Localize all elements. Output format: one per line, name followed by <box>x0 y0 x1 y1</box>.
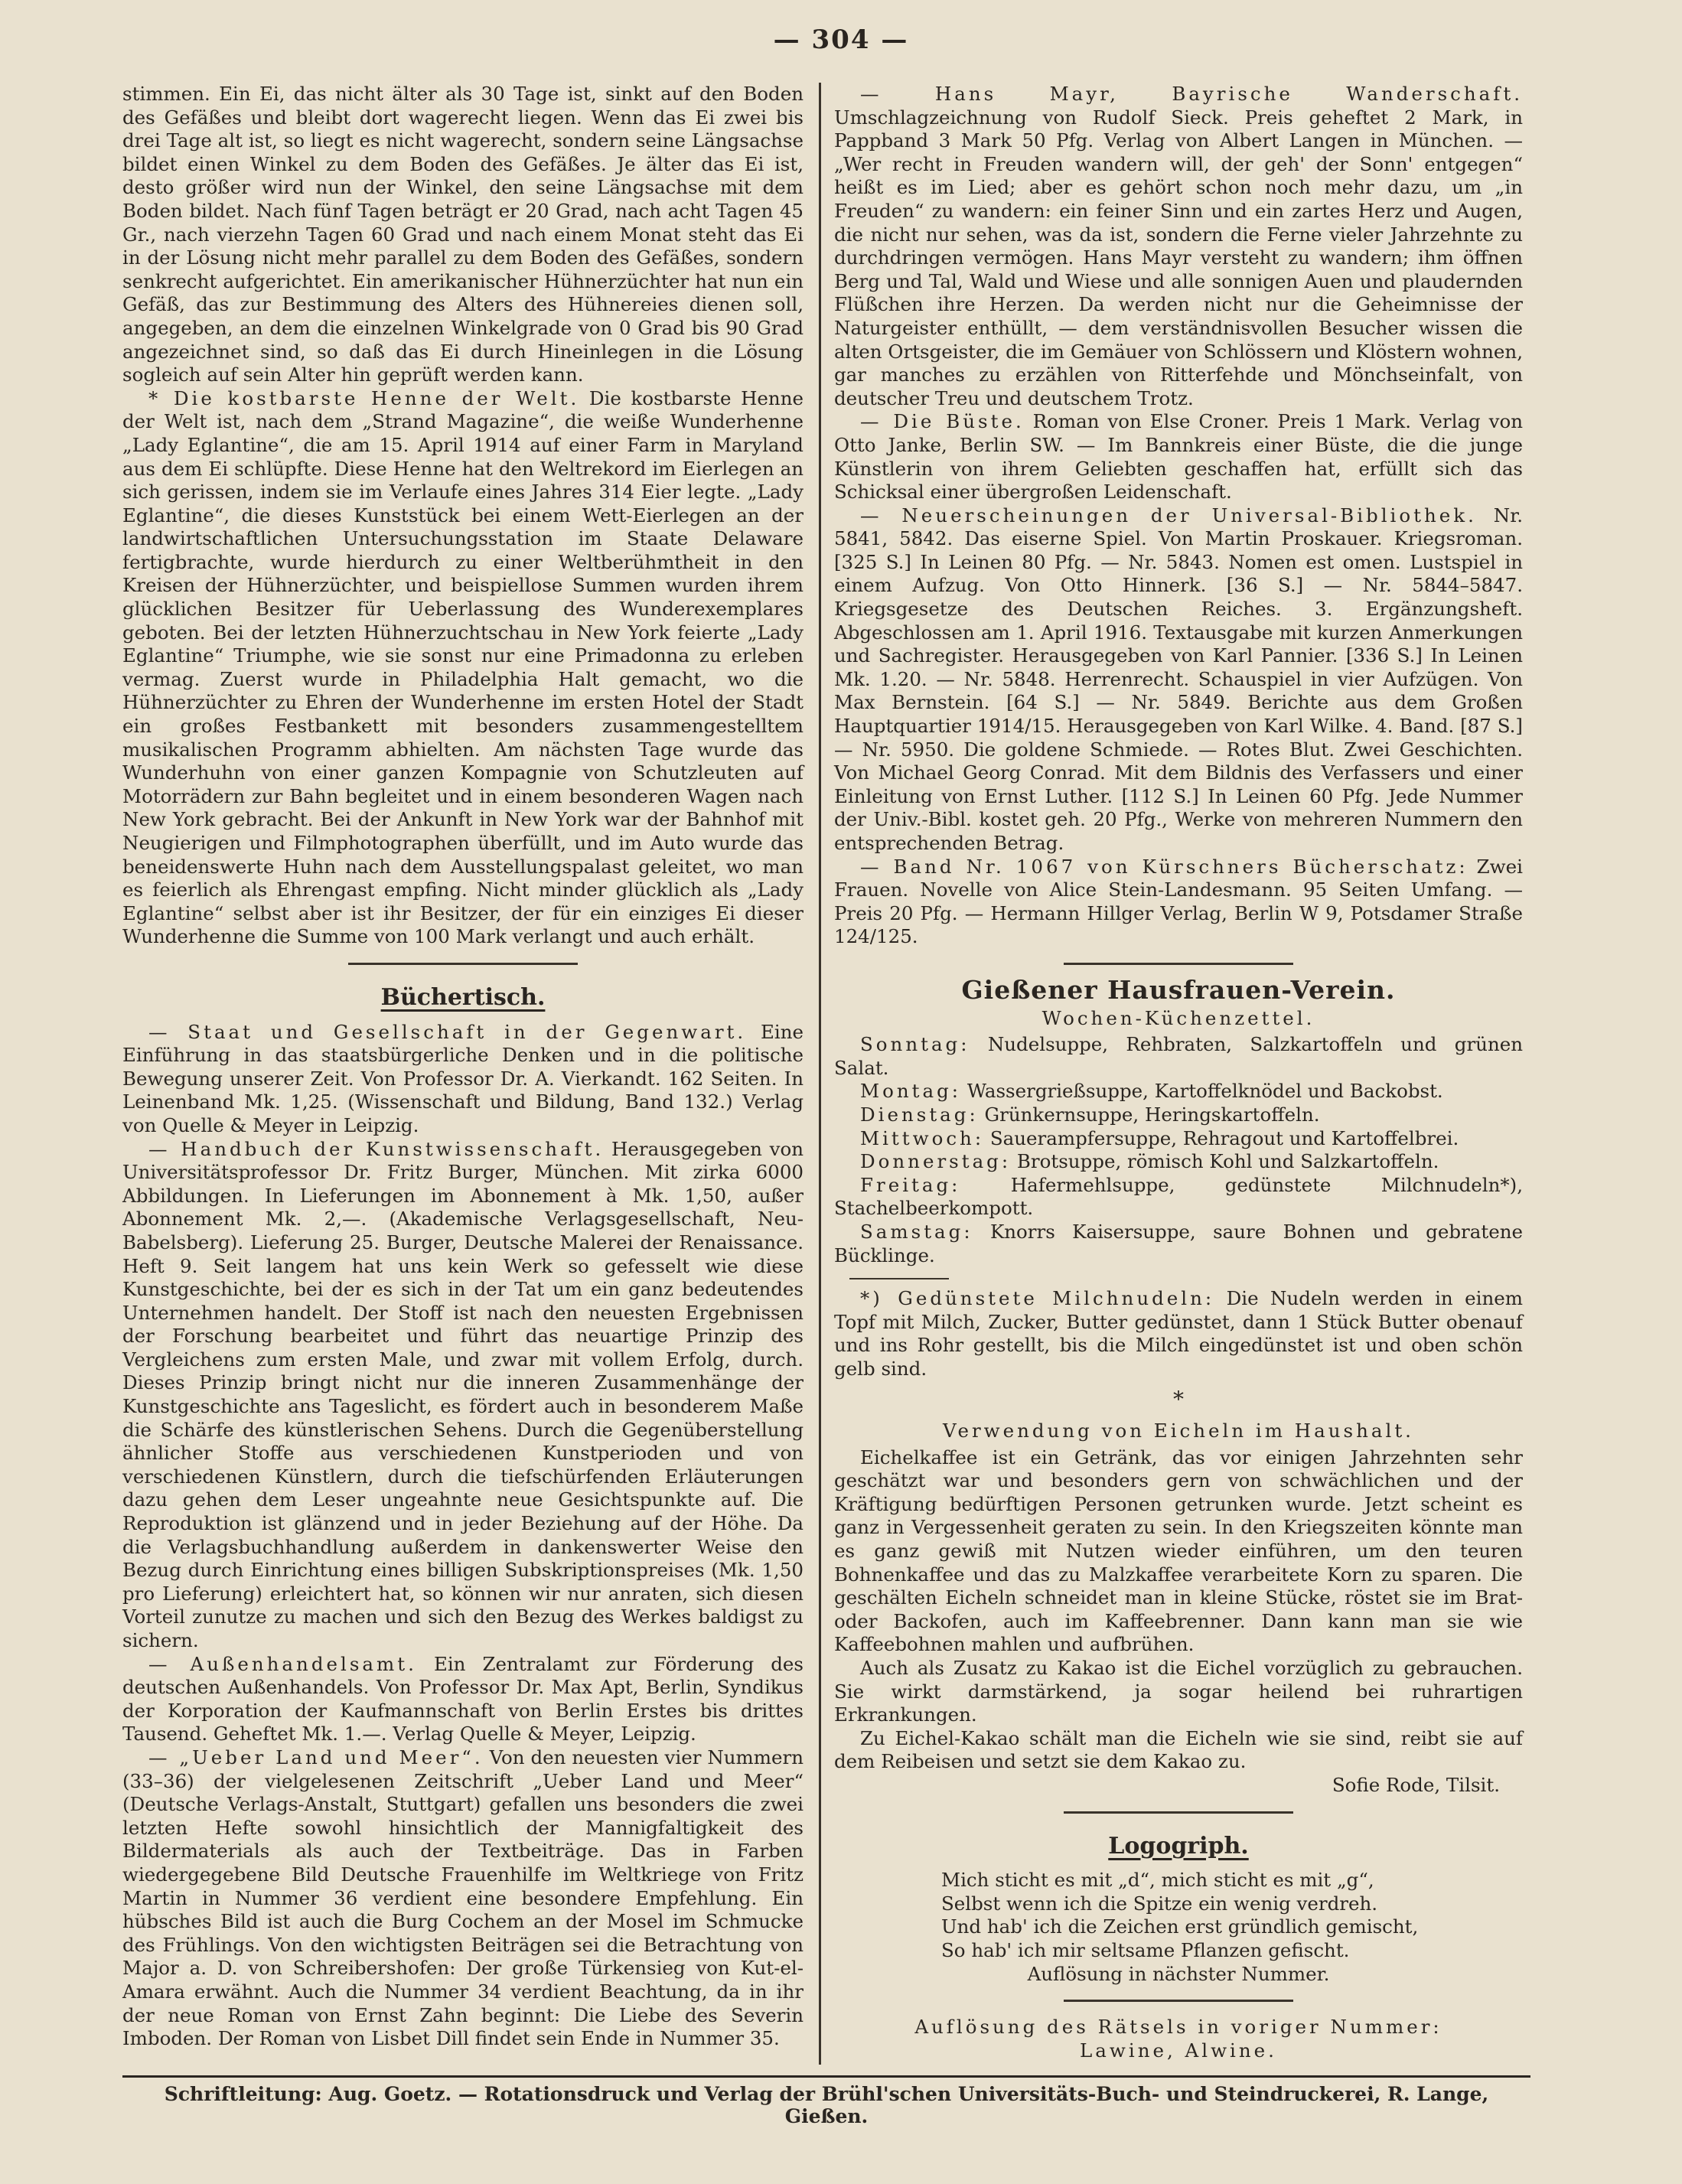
book-review-body: Ein Zentralamt zur Förderung des deutschen Außenhandels. Von Professor Dr. Max Apt, Berlin, Syndikus der Korporation der Kaufmannschaft von Berlin Erstes bis drittes Tausend. Geheftet Mk. 1.—. Verlag Quelle & Meyer, Leipzig. <box>122 1652 804 1746</box>
menu-day-label: Donnerstag: <box>860 1150 1012 1173</box>
right-column <box>834 83 1523 2062</box>
menu-day <box>834 1127 1523 1151</box>
logogriph-poem <box>834 1869 1523 1962</box>
menu-day-label: Dienstag: <box>860 1103 979 1126</box>
book-review-body: Nr. 5841, 5842. Das eiserne Spiel. Von Martin Proskauer. Kriegsroman. [325 S.] In Leinen 80 Pfg. — Nr. 5843. Nomen est omen. Lustspiel in einem Aufzug. Von Otto Hinnerk. [36 S.] — Nr. 5844–5847. Kriegsgesetze des Deutschen Reiches. 3. Ergänzungsheft. Abgeschlossen am 1. April 1916. Textausgabe mit kurzen Anmerkungen und Sachregister. Herausgegeben von Karl Pannier. [336 S.] In Leinen Mk. 1.20. — Nr. 5848. Herrenrecht. Schauspiel in vier Aufzügen. Von Max Bernstein. [64 S.] — Nr. 5849. Berichte aus dem Großen Hauptquartier 1914/15. Herausgegeben von Karl Wilke. 4. Band. [87 S.] — Nr. 5950. Die goldene Schmiede. — Rotes Blut. Zwei Geschichten. Von Michael Georg Conrad. Mit dem Bildnis des Verfassers und einer Einleitung von Ernst Luther. [112 S.] In Leinen 60 Pfg. Jede Nummer der Univ.-Bibl. kostet geh. 20 Pfg., Werke von mehreren Nummern den entsprechenden Betrag. <box>834 504 1523 854</box>
menu-day-label: Samstag: <box>860 1220 973 1243</box>
book-review <box>834 856 1523 949</box>
book-review-body: Von den neuesten vier Nummern (33–36) der vielgelesenen Zeitschrift „Ueber Land und Meer“ (Deutsche Verlags-Anstalt, Stuttgart) gefallen uns besonders die zwei letzten Hefte sowohl hinsichtlich der Mannigfaltigkeit des Bildermaterials als auch der Textbeiträge. Das in Farben wiedergegebene Bild Deutsche Frauenhilfe im Weltkriege von Fritz Martin in Nummer 36 verdient eine besondere Empfehlung. Ein hübsches Bild ist auch die Burg Cochem an der Mosel im Schmucke des Frühlings. Von den wichtigsten Beiträgen sei die Betrachtung von Major a. D. von Schreibershofen: Der große Türkensieg von Kut-el-Amara erwähnt. Auch die Nummer 34 verdient Beachtung, da in ihr der neue Roman von Ernst Zahn beginnt: Die Liebe des Severin Imboden. Der Roman von Lisbet Dill findet sein Ende in Nummer 35. <box>122 1746 804 2050</box>
menu-day-label: Montag: <box>860 1080 962 1103</box>
footnote-body: Die Nudeln werden in einem Topf mit Milch, Zucker, Butter gedünstet, dann 1 Stück Butter obenauf und ins Rohr gestellt, bis die Milch eingedünstet ist und oben schön gelb sind. <box>834 1287 1523 1380</box>
book-review <box>834 83 1523 410</box>
verein-title: Gießener Hausfrauen-Verein. <box>961 974 1396 1005</box>
eicheln-paragraph: Eichelkaffee ist ein Getränk, das vor einigen Jahrzehnten sehr geschätzt war und besonders gern von schwächlichen und der Kräftigung bedürftigen Personen getrunken wurde. Jetzt scheint es ganz in Vergessenheit geraten zu sein. In den Kriegszeiten könnte man es ganz gewiß mit Nutzen wieder einführen, um den teuren Bohnenkaffee und das zu Malzkaffee verarbeitete Korn zu sparen. Die geschälten Eicheln schneidet man in kleine Stücke, röstet sie im Brat- oder Backofen, auch im Kaffeebrenner. Dann kann man sie wie Kaffeebohnen mahlen und aufbrühen. <box>834 1446 1523 1656</box>
section-divider <box>1064 1811 1293 1814</box>
menu-title: Wochen-Küchenzettel. <box>1041 1006 1315 1029</box>
left-column <box>122 83 804 2051</box>
book-review-title: — Die Büste. <box>860 410 1025 433</box>
book-review-title: — Neuerscheinungen der Universal-Bibliothek. <box>860 504 1477 526</box>
book-review-title: — Staat und Gesellschaft in der Gegenwart. <box>148 1020 747 1043</box>
previous-solution-title: Auflösung des Rätsels in voriger Nummer: <box>914 2016 1442 2039</box>
book-review-body: Roman von Else Croner. Preis 1 Mark. Verlag von Otto Janke, Berlin SW. — Im Bannkreis einer Büste, die die junge Künstlerin von ihrem Geliebten geschaffen hat, erfüllt sich das Schicksal einer übergroßen Leidenschaft. <box>834 410 1523 504</box>
book-review <box>834 504 1523 856</box>
footnote-title: *) Gedünstete Milchnudeln: <box>860 1287 1215 1310</box>
menu-day-text: Hafermehlsuppe, gedünstete Milchnudeln*), Stachelbeerkompott. <box>834 1173 1523 1220</box>
book-review-title: — Außenhandelsamt. <box>148 1652 417 1675</box>
footnote <box>834 1287 1523 1380</box>
eicheln-paragraph: Auch als Zusatz zu Kakao ist die Eichel vorzüglich zu gebrauchen. Sie wirkt darmstärkend, ja sogar heilend bei ruhrartigen Erkrankungen. <box>834 1657 1523 1726</box>
book-review <box>122 1746 804 2051</box>
menu-day-text: Grünkernsuppe, Heringskartoffeln. <box>984 1103 1320 1126</box>
menu-day <box>834 1174 1523 1221</box>
menu-day <box>834 1033 1523 1080</box>
article-hen <box>122 387 804 949</box>
book-review-title: — Band Nr. 1067 von Kürschners Bücherschatz: <box>860 855 1468 878</box>
menu-day-text: Sauerampfersuppe, Rehragout und Kartoffelbrei. <box>989 1126 1459 1149</box>
menu-day-text: Brotsuppe, römisch Kohl und Salzkartoffeln. <box>1016 1150 1439 1173</box>
menu-day <box>834 1150 1523 1174</box>
book-review-body: Eine Einführung in das staatsbürgerliche Denken und in die politische Bewegung unserer Zeit. Von Professor Dr. A. Vierkandt. 162 Seiten. In Leinenband Mk. 1,25. (Wissenschaft und Bildung, Band 132.) Verlag von Quelle & Meyer in Leipzig. <box>122 1020 804 1136</box>
menu-day <box>834 1221 1523 1267</box>
eicheln-paragraph: Zu Eichel-Kakao schält man die Eicheln wie sie sind, reibt sie auf dem Reibeisen und setzt sie dem Kakao zu. <box>834 1726 1523 1773</box>
logogriph-title: Logogriph. <box>1108 1832 1249 1860</box>
book-review <box>122 1138 804 1653</box>
weekly-menu <box>834 1033 1523 1267</box>
eicheln-title: Verwendung von Eicheln im Haushalt. <box>943 1420 1414 1442</box>
footnote-rule <box>849 1278 949 1279</box>
menu-day-text: Knorrs Kaisersuppe, saure Bohnen und gebratene Bücklinge. <box>834 1220 1523 1266</box>
menu-day <box>834 1103 1523 1127</box>
menu-day-text: Wassergrießsuppe, Kartoffelknödel und Backobst. <box>966 1080 1443 1103</box>
menu-day-label: Sonntag: <box>860 1033 970 1056</box>
book-review <box>122 1021 804 1138</box>
menu-day-label: Mittwoch: <box>860 1126 985 1149</box>
book-review <box>122 1653 804 1746</box>
book-review-body: Zwei Frauen. Novelle von Alice Stein-Landesmann. 95 Seiten Umfang. — Preis 20 Pfg. — Hermann Hillger Verlag, Berlin W 9, Potsdamer Straße 124/125. <box>834 855 1523 948</box>
previous-solution: Lawine, Alwine. <box>1080 2039 1277 2062</box>
poem-line: Mich sticht es mit „d“, mich sticht es mit „g“, <box>941 1869 1374 1892</box>
book-review <box>834 410 1523 504</box>
section-divider <box>348 963 578 965</box>
article-hen-body: Die kostbarste Henne der Welt ist, nach dem „Strand Magazine“, die weiße Wunderhenne „Lady Eglantine“, die am 15. April 1914 auf einer Farm in Maryland aus dem Ei schlüpfte. Diese Henne hat den Weltrekord im Eierlegen an sich gerissen, indem sie im Verlaufe eines Jahres 314 Eier legte. „Lady Eglantine“, die dieses Kunststück bei einem Wett-Eierlegen an der landwirtschaftlichen Untersuchungsstation im Staate Delaware fertigbrachte, wurde hierdurch zu einer Weltberühmtheit in den Kreisen der Hühnerzüchter, und beispiellose Summen wurden ihrem glücklichen Besitzer für Ueberlassung des Wunderexemplares geboten. Bei der letzten Hühnerzuchtschau in New York feierte „Lady Eglantine“ Triumphe, wie sie sonst nur eine Primadonna zu erleben vermag. Zuerst wurde in Philadelphia Halt gemacht, wo die Hühnerzüchter zu Ehren der Wunderhenne im ersten Hotel der Stadt ein großes Festbankett mit besonders zusammengestelltem musikalischen Programm abhielten. Am nächsten Tage wurde das Wunderhuhn von einer ganzen Kompagnie von Schutzleuten auf Motorrädern zur Bahn begleitet und in einem besonderen Wagen nach New York gebracht. Bei der Ankunft in New York war der Bahnhof mit Neugierigen und Filmphotographen überfüllt, und im Auto wurde das beneidenswerte Huhn nach dem Ausstellungspalast geleitet, wo man es feierlich als Ehrengast empfing. Nicht minder glücklich als „Lady Eglantine“ selbst aber ist ihr Besitzer, der für ein einziges Ei dieser Wunderhenne die Summe von 100 Mark verlangt und auch erhält. <box>122 386 804 948</box>
book-review-body: Herausgegeben von Universitätsprofessor Dr. Fritz Burger, München. Mit zirka 6000 Abbildungen. In Lieferungen im Abonnement à Mk. 1,50, außer Abonnement Mk. 2,—. (Akademische Verlagsgesellschaft, Neu-Babelsberg). Lieferung 25. Burger, Deutsche Malerei der Renaissance. Heft 9. Seit langem hat uns kein Werk so gefesselt wie diese Kunstgeschichte, bei der es sich in der Tat um ein ganz bedeutendes Unternehmen handelt. Der Stoff ist nach den neuesten Ergebnissen der Forschung bearbeitet und führt das neuartige Prinzip des Vergleichens zum ersten Male, und zwar mit vollem Erfolg, durch. Dieses Prinzip bringt nicht nur die inneren Zusammenhänge der Kunstgeschichte ans Tageslicht, es fördert auch in besonderem Maße die Schärfe des künstlerischen Sehens. Durch die Gegenüberstellung ähnlicher Stoffe aus verschiedenen Kunstperioden und von verschiedenen Künstlern, durch die tiefschürfenden Erläuterungen dazu gehen dem Leser ungeahnte neue Gesichtspunkte auf. Die Reproduktion ist glänzend und in jeder Beziehung auf der Höhe. Da die Verlagsbuchhandlung außerdem in dankenswerter Weise den Bezug durch Einrichtung eines billigen Subskriptionspreises (Mk. 1,50 pro Lieferung) erleichtert hat, so können wir nur anraten, sich diesen Vorteil zunutze zu machen und sich den Bezug des Werkes baldigst zu sichern. <box>122 1137 804 1651</box>
column-divider <box>819 83 821 2065</box>
poem-line: So hab' ich mir seltsame Pflanzen gefischt. <box>941 1938 1350 1961</box>
poem-line: Und hab' ich die Zeichen erst gründlich gemischt, <box>941 1915 1419 1938</box>
logogriph-answer-note: Auflösung in nächster Nummer. <box>1027 1962 1330 1985</box>
article-hen-title: * Die kostbarste Henne der Welt. <box>148 386 580 409</box>
footer-rule <box>122 2075 1530 2078</box>
menu-day-text: Nudelsuppe, Rehbraten, Salzkartoffeln und grünen Salat. <box>834 1033 1523 1079</box>
section-heading-buechertisch: Büchertisch. <box>380 983 546 1011</box>
imprint-footer: Schriftleitung: Aug. Goetz. — Rotationsdruck und Verlag der Brühl'schen Universitäts-Buch- und Steindruckerei, R. Lange, Gießen. <box>164 2083 1489 2127</box>
menu-day-label: Freitag: <box>860 1173 961 1196</box>
section-asterisk: * <box>1173 1387 1184 1413</box>
section-divider <box>1064 2000 1293 2002</box>
menu-day <box>834 1080 1523 1103</box>
section-divider <box>1064 963 1293 965</box>
book-review-body: Umschlagzeichnung von Rudolf Sieck. Preis geheftet 2 Mark, in Pappband 3 Mark 50 Pfg. Verlag von Albert Langen in München. — „Wer recht in Freuden wandern will, der geh' der Sonn' entgegen“ heißt es im Lied; aber es gehört schon noch mehr dazu, um „in Freuden“ zu wandern: ein feiner Sinn und ein zartes Herz und Augen, die nicht nur sehen, was da ist, sondern die Ferne vieler Jahrzehnte zu durchdringen vermögen. Hans Mayr versteht zu wandern; ihm öffnen Berg und Tal, Wald und Wiese und alle sonnigen Auen und plaudernden Flüßchen ihre Herzen. Da werden nicht nur die Geheimnisse der Naturgeister enthüllt, — dem verständnisvollen Besucher wissen die alten Ortsgeister, die im Gemäuer von Schlössern und Klöstern wohnen, gar manches zu erzählen von Ritterfehde und Mönchseinfalt, von deutscher Treu und deutschem Trotz. <box>834 106 1523 409</box>
book-review-title: — Hans Mayr, Bayrische Wanderschaft. <box>860 83 1523 105</box>
page-number: — 304 — <box>773 24 909 55</box>
poem-line: Selbst wenn ich die Spitze ein wenig verdreh. <box>941 1892 1378 1915</box>
article-egg-age: stimmen. Ein Ei, das nicht älter als 30 Tage ist, sinkt auf den Boden des Gefäßes und bleibt dort wagerecht liegen. Wenn das Ei zwei bis drei Tage alt ist, so liegt es nicht wagerecht, sondern seine Längsachse bildet einen Winkel zu dem Boden des Gefäßes. Je älter das Ei ist, desto größer wird nun der Winkel, den seine Längsachse mit dem Boden bildet. Nach fünf Tagen beträgt er 20 Grad, nach acht Tagen 45 Gr., nach vierzehn Tagen 60 Grad und nach einem Monat steht das Ei in der Lösung nicht mehr parallel zu dem Boden des Gefäßes, sondern senkrecht aufgerichtet. Ein amerikanischer Hühnerzüchter hat nun ein Gefäß, das zur Bestimmung des Alters des Hühnereies dienen soll, angegeben, an dem die einzelnen Winkelgrade von 0 Grad bis 90 Grad angezeichnet sind, so daß das Ei durch Hineinlegen in die Lösung sogleich auf sein Alter hin geprüft werden kann. <box>122 83 804 386</box>
book-review-title: — „Ueber Land und Meer“. <box>148 1746 484 1768</box>
book-review-title: — Handbuch der Kunstwissenschaft. <box>148 1137 605 1160</box>
signature: Sofie Rode, Tilsit. <box>1332 1773 1500 1796</box>
